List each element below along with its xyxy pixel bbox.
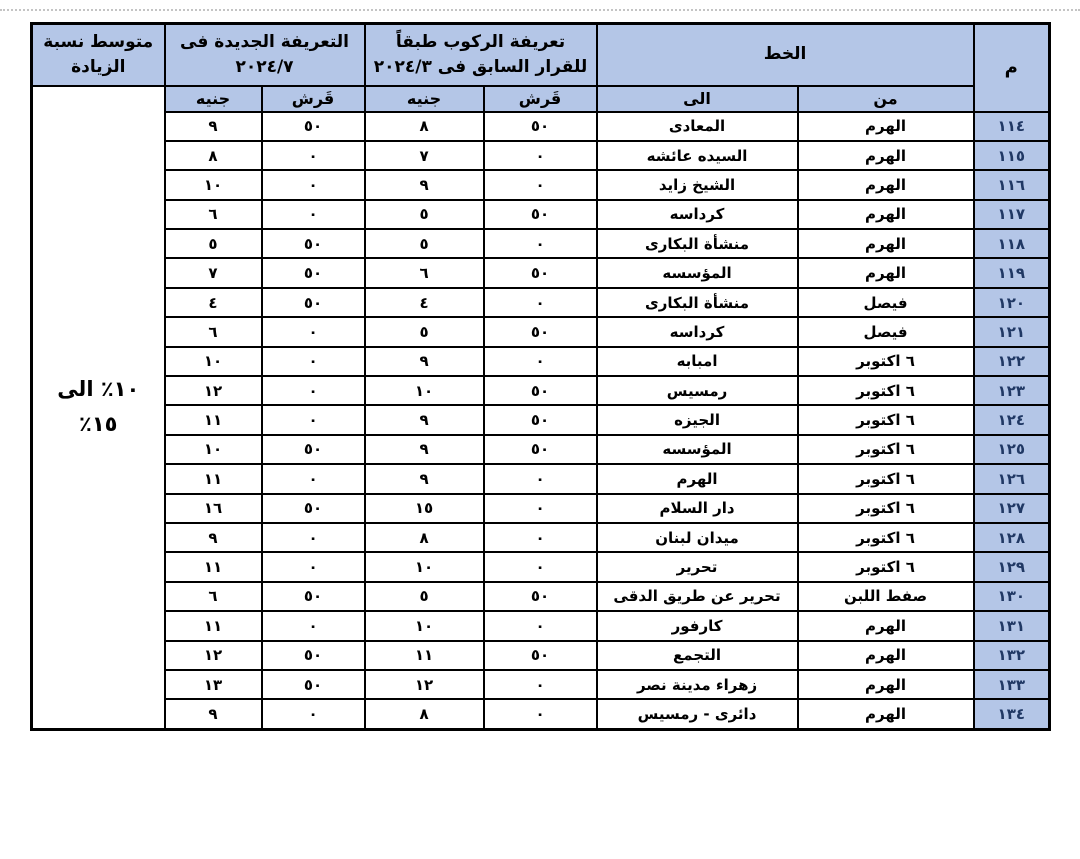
to-cell: زهراء مدينة نصر — [597, 670, 798, 699]
new-piasters-cell: ٠ — [262, 317, 365, 346]
new-pounds-column-header: جنيه — [165, 86, 262, 112]
table-header-row-units — [32, 86, 1050, 112]
old-piasters-cell: ٠ — [484, 288, 597, 317]
to-cell: منشأة البكارى — [597, 229, 798, 258]
old-piasters-cell: ٠ — [484, 141, 597, 170]
new-pounds-cell: ١١ — [165, 405, 262, 434]
new-piasters-cell: ٠ — [262, 200, 365, 229]
new-piasters-cell: ٠ — [262, 141, 365, 170]
from-cell: ٦ اكتوبر — [798, 376, 974, 405]
from-cell: الهرم — [798, 670, 974, 699]
old-piasters-cell: ٠ — [484, 347, 597, 376]
old-tariff-group-header: تعريفة الركوب طبقاً للقرار السابق فى ٢٠٢٤/٣ — [365, 24, 597, 86]
from-cell: ٦ اكتوبر — [798, 552, 974, 581]
from-cell: صفط اللبن — [798, 582, 974, 611]
new-piasters-cell: ٥٠ — [262, 112, 365, 141]
old-pounds-cell: ٥ — [365, 229, 484, 258]
new-pounds-cell: ١٠ — [165, 435, 262, 464]
from-cell: الهرم — [798, 229, 974, 258]
page-break-dashed-line — [0, 9, 1080, 11]
serial-cell: ١٢٠ — [974, 288, 1050, 317]
old-piasters-column-header: قَرش — [484, 86, 597, 112]
to-cell: رمسيس — [597, 376, 798, 405]
to-cell: تحرير عن طريق الدقى — [597, 582, 798, 611]
new-piasters-cell: ٠ — [262, 464, 365, 493]
table-header-row-groups — [32, 24, 1050, 86]
to-cell: امبابه — [597, 347, 798, 376]
table-row — [32, 405, 1050, 434]
serial-cell: ١٣٠ — [974, 582, 1050, 611]
from-cell: الهرم — [798, 258, 974, 287]
table-row — [32, 376, 1050, 405]
serial-cell: ١٢٩ — [974, 552, 1050, 581]
old-piasters-cell: ٠ — [484, 229, 597, 258]
table-row — [32, 670, 1050, 699]
avg-increase-value: ١٠٪ الى ١٥٪ — [57, 376, 140, 437]
serial-cell: ١١٦ — [974, 170, 1050, 199]
new-pounds-cell: ١٦ — [165, 494, 262, 523]
old-piasters-cell: ٥٠ — [484, 317, 597, 346]
table-row — [32, 200, 1050, 229]
from-cell: ٦ اكتوبر — [798, 347, 974, 376]
new-piasters-cell: ٥٠ — [262, 288, 365, 317]
old-piasters-cell: ٠ — [484, 523, 597, 552]
table-row — [32, 552, 1050, 581]
serial-cell: ١١٨ — [974, 229, 1050, 258]
table-row — [32, 464, 1050, 493]
new-piasters-cell: ٥٠ — [262, 494, 365, 523]
to-cell: الشيخ زايد — [597, 170, 798, 199]
new-piasters-cell: ٠ — [262, 552, 365, 581]
table-row — [32, 435, 1050, 464]
serial-cell: ١٢٤ — [974, 405, 1050, 434]
new-tariff-group-header: التعريفة الجديدة فى ٢٠٢٤/٧ — [165, 24, 365, 86]
from-cell: الهرم — [798, 112, 974, 141]
from-cell: الهرم — [798, 611, 974, 640]
new-piasters-cell: ٠ — [262, 170, 365, 199]
to-cell: كرداسه — [597, 200, 798, 229]
from-cell: الهرم — [798, 170, 974, 199]
old-pounds-cell: ٥ — [365, 317, 484, 346]
table-row — [32, 641, 1050, 670]
old-piasters-cell: ٥٠ — [484, 258, 597, 287]
new-piasters-cell: ٠ — [262, 699, 365, 729]
serial-cell: ١٢٦ — [974, 464, 1050, 493]
new-pounds-cell: ١٠ — [165, 170, 262, 199]
new-pounds-cell: ٧ — [165, 258, 262, 287]
old-pounds-cell: ١١ — [365, 641, 484, 670]
new-piasters-column-header: قَرش — [262, 86, 365, 112]
serial-cell: ١١٤ — [974, 112, 1050, 141]
old-pounds-cell: ١٠ — [365, 552, 484, 581]
new-pounds-cell: ١١ — [165, 464, 262, 493]
old-pounds-cell: ٩ — [365, 347, 484, 376]
new-piasters-cell: ٠ — [262, 405, 365, 434]
serial-cell: ١٣٣ — [974, 670, 1050, 699]
from-cell: ٦ اكتوبر — [798, 435, 974, 464]
old-pounds-cell: ٨ — [365, 699, 484, 729]
old-pounds-cell: ٩ — [365, 170, 484, 199]
table-row — [32, 347, 1050, 376]
old-pounds-cell: ٩ — [365, 405, 484, 434]
to-cell: المؤسسه — [597, 258, 798, 287]
fare-table-body — [32, 24, 1050, 730]
table-row — [32, 112, 1050, 141]
to-cell: دائرى - رمسيس — [597, 699, 798, 729]
new-pounds-cell: ٦ — [165, 317, 262, 346]
new-pounds-cell: ١١ — [165, 552, 262, 581]
new-pounds-cell: ١٢ — [165, 376, 262, 405]
old-pounds-cell: ٤ — [365, 288, 484, 317]
table-row — [32, 258, 1050, 287]
serial-cell: ١٣١ — [974, 611, 1050, 640]
old-pounds-cell: ٦ — [365, 258, 484, 287]
old-pounds-cell: ٩ — [365, 435, 484, 464]
old-piasters-cell: ٥٠ — [484, 405, 597, 434]
old-pounds-cell: ٧ — [365, 141, 484, 170]
new-pounds-cell: ١٠ — [165, 347, 262, 376]
from-cell: ٦ اكتوبر — [798, 464, 974, 493]
from-cell: الهرم — [798, 641, 974, 670]
old-pounds-cell: ٨ — [365, 112, 484, 141]
new-piasters-cell: ٥٠ — [262, 435, 365, 464]
new-pounds-cell: ٤ — [165, 288, 262, 317]
old-pounds-cell: ١٥ — [365, 494, 484, 523]
to-column-header: الى — [597, 86, 798, 112]
avg-increase-value-cell — [32, 86, 165, 730]
new-pounds-cell: ٩ — [165, 523, 262, 552]
table-row — [32, 699, 1050, 729]
from-column-header: من — [798, 86, 974, 112]
old-piasters-cell: ٠ — [484, 464, 597, 493]
old-pounds-cell: ١٢ — [365, 670, 484, 699]
new-pounds-cell: ٦ — [165, 582, 262, 611]
old-pounds-cell: ٨ — [365, 523, 484, 552]
table-row — [32, 582, 1050, 611]
to-cell: دار السلام — [597, 494, 798, 523]
new-pounds-cell: ٥ — [165, 229, 262, 258]
to-cell: كرداسه — [597, 317, 798, 346]
from-cell: ٦ اكتوبر — [798, 405, 974, 434]
old-piasters-cell: ٠ — [484, 699, 597, 729]
new-pounds-cell: ١١ — [165, 611, 262, 640]
serial-cell: ١١٧ — [974, 200, 1050, 229]
table-row — [32, 317, 1050, 346]
table-row — [32, 494, 1050, 523]
new-pounds-cell: ٩ — [165, 699, 262, 729]
to-cell: كارفور — [597, 611, 798, 640]
old-pounds-cell: ١٠ — [365, 611, 484, 640]
serial-column-header: م — [974, 24, 1050, 112]
serial-cell: ١٣٢ — [974, 641, 1050, 670]
old-pounds-cell: ١٠ — [365, 376, 484, 405]
to-cell: ميدان لبنان — [597, 523, 798, 552]
to-cell: الهرم — [597, 464, 798, 493]
table-row — [32, 611, 1050, 640]
table-row — [32, 141, 1050, 170]
old-piasters-cell: ٥٠ — [484, 112, 597, 141]
old-piasters-cell: ٠ — [484, 611, 597, 640]
new-pounds-cell: ٩ — [165, 112, 262, 141]
from-cell: الهرم — [798, 200, 974, 229]
table-row — [32, 229, 1050, 258]
new-piasters-cell: ٥٠ — [262, 258, 365, 287]
new-piasters-cell: ٠ — [262, 523, 365, 552]
old-piasters-cell: ٠ — [484, 170, 597, 199]
new-pounds-cell: ٦ — [165, 200, 262, 229]
old-pounds-cell: ٥ — [365, 200, 484, 229]
line-group-header: الخط — [597, 24, 974, 86]
new-piasters-cell: ٠ — [262, 347, 365, 376]
table-row — [32, 288, 1050, 317]
from-cell: فيصل — [798, 288, 974, 317]
to-cell: المؤسسه — [597, 435, 798, 464]
serial-cell: ١٢٢ — [974, 347, 1050, 376]
old-piasters-cell: ٠ — [484, 494, 597, 523]
to-cell: الجيزه — [597, 405, 798, 434]
serial-cell: ١٢٧ — [974, 494, 1050, 523]
serial-cell: ١٢٥ — [974, 435, 1050, 464]
serial-cell: ١٣٤ — [974, 699, 1050, 729]
new-piasters-cell: ٥٠ — [262, 670, 365, 699]
old-pounds-column-header: جنيه — [365, 86, 484, 112]
avg-increase-column-header: متوسط نسبة الزيادة — [32, 24, 165, 86]
to-cell: المعادى — [597, 112, 798, 141]
old-piasters-cell: ٥٠ — [484, 376, 597, 405]
serial-cell: ١١٩ — [974, 258, 1050, 287]
new-piasters-cell: ٥٠ — [262, 641, 365, 670]
old-piasters-cell: ٥٠ — [484, 641, 597, 670]
serial-cell: ١١٥ — [974, 141, 1050, 170]
serial-cell: ١٢١ — [974, 317, 1050, 346]
to-cell: تحرير — [597, 552, 798, 581]
from-cell: ٦ اكتوبر — [798, 523, 974, 552]
old-piasters-cell: ٠ — [484, 670, 597, 699]
to-cell: منشأة البكارى — [597, 288, 798, 317]
to-cell: التجمع — [597, 641, 798, 670]
new-piasters-cell: ٥٠ — [262, 229, 365, 258]
table-row — [32, 170, 1050, 199]
new-pounds-cell: ١٣ — [165, 670, 262, 699]
serial-cell: ١٢٣ — [974, 376, 1050, 405]
from-cell: ٦ اكتوبر — [798, 494, 974, 523]
new-pounds-cell: ١٢ — [165, 641, 262, 670]
from-cell: الهرم — [798, 699, 974, 729]
old-pounds-cell: ٥ — [365, 582, 484, 611]
old-piasters-cell: ٥٠ — [484, 582, 597, 611]
old-piasters-cell: ٥٠ — [484, 200, 597, 229]
old-piasters-cell: ٥٠ — [484, 435, 597, 464]
old-pounds-cell: ٩ — [365, 464, 484, 493]
old-piasters-cell: ٠ — [484, 552, 597, 581]
from-cell: الهرم — [798, 141, 974, 170]
to-cell: السيده عائشه — [597, 141, 798, 170]
new-piasters-cell: ٠ — [262, 376, 365, 405]
table-row — [32, 523, 1050, 552]
new-piasters-cell: ٥٠ — [262, 582, 365, 611]
fare-table — [30, 22, 1051, 731]
from-cell: فيصل — [798, 317, 974, 346]
new-piasters-cell: ٠ — [262, 611, 365, 640]
serial-cell: ١٢٨ — [974, 523, 1050, 552]
new-pounds-cell: ٨ — [165, 141, 262, 170]
